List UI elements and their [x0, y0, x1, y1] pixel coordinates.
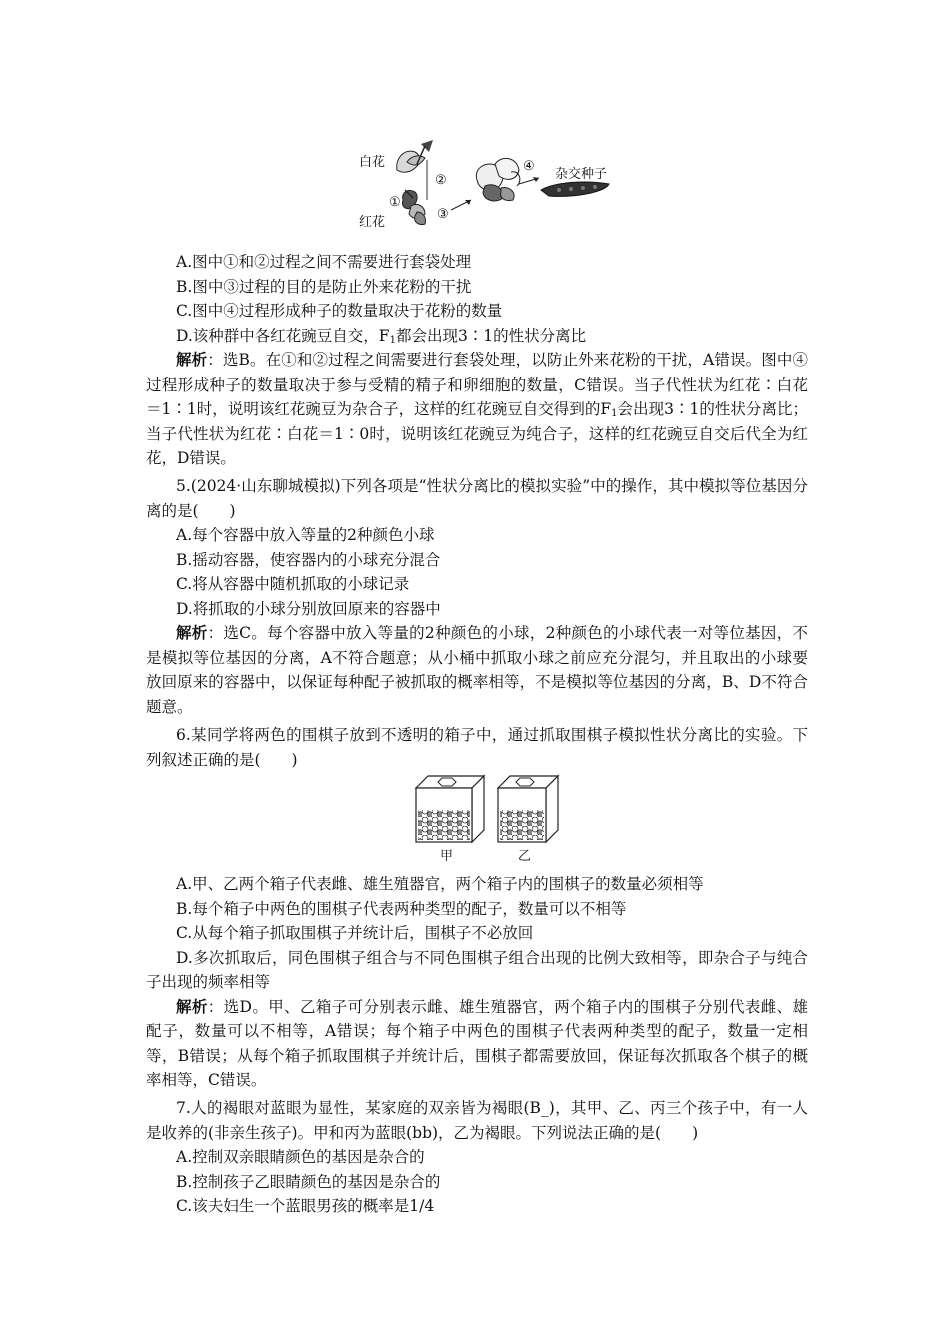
q7-option-c: C.该夫妇生一个蓝眼男孩的概率是1/4 — [176, 1197, 435, 1215]
box-jia-label: 甲 — [440, 849, 454, 864]
red-flower-icon — [402, 190, 425, 225]
q7-option-a: A.控制双亲眼睛颜色的基因是杂合的 — [176, 1148, 425, 1166]
q6-analysis-text: ：选D。甲、乙箱子可分别表示雌、雄生殖器官，两个箱子内的围棋子分别代表雌、雄配子，数量可以不相等，A错误；每个箱子中两色的围棋子代表两种类型的配子，数量一定相等，B错误；从每个箱子抓取围棋子并统计后，围棋子都需要放回，保证每次抓取各个棋子的概率相等，C错误。 — [146, 997, 808, 1089]
pea-pod-icon — [541, 182, 609, 196]
q6-stem: 6.某同学将两色的围棋子放到不透明的箱子中，通过抓取围棋子模拟性状分离比的实验。下列叙述正确的是( ) — [146, 726, 808, 769]
q7-stem: 7.人的褐眼对蓝眼为显性，某家庭的双亲皆为褐眼(B_)，其甲、乙、丙三个孩子中，有一人是收养的(非亲生孩子)。甲和丙为蓝眼(bb)，乙为褐眼。下列说法正确的是( ) — [146, 1099, 808, 1142]
q4-analysis-sub: 1 — [611, 408, 618, 419]
q5-option-c: C.将从容器中随机抓取的小球记录 — [176, 575, 410, 593]
q6-analysis — [146, 995, 808, 1093]
q6-analysis-label: 解析 — [176, 996, 208, 1016]
q7-option-b: B.控制孩子乙眼睛颜色的基因是杂合的 — [176, 1172, 441, 1191]
step-1-label: ① — [389, 195, 401, 210]
q4-option-d-text: D.该种群中各红花豌豆自交，F — [176, 326, 390, 345]
q5-analysis — [146, 621, 808, 719]
step-4-label: ④ — [523, 159, 535, 174]
q4-option-c: C.图中④过程形成种子的数量取决于花粉的数量 — [176, 302, 503, 320]
q4-analysis-text: ：选B。在①和②过程之间需要进行套袋处理，以防止外来花粉的干扰，A错误。图中④过程形成种子的数量取决于参与受精的精子和卵细胞的数量，C错误。当子代性状为红花∶白花＝1∶1时，说明该红花豌豆为杂合子，这样的红花豌豆自交得到的F — [146, 351, 808, 418]
q4-option-a: A.图中①和②过程之间不需要进行套袋处理 — [176, 253, 472, 271]
q6-option-b: B.每个箱子中两色的围棋子代表两种类型的配子，数量可以不相等 — [176, 899, 627, 918]
q4-option-d-sub: 1 — [389, 334, 396, 346]
q5-option-b: B.摇动容器，使容器内的小球充分混合 — [176, 550, 441, 569]
box-jia — [416, 776, 484, 842]
box-yi — [498, 776, 558, 842]
red-flower-label: 红花 — [359, 215, 386, 230]
pollinated-flower-icon — [476, 158, 520, 201]
q5-analysis-text: ：选C。每个容器中放入等量的2种颜色的小球，2种颜色的小球代表一对等位基因，不是模拟等位基因的分离，A不符合题意；从小桶中抓取小球之前应充分混匀，并且取出的小球要放回原来的容器中，以保证每种配子被抓取的概率相等，不是模拟等位基因的分离，B、D不符合题意。 — [146, 624, 808, 716]
q5-stem: 5.(2024·山东聊城模拟)下列各项是“性状分离比的模拟实验”中的操作，其中模拟等位基因分离的是( ) — [146, 477, 808, 520]
step-2-label: ② — [435, 173, 447, 188]
q4-analysis-text-end: 会出现3∶1的性状分离比；当子代性状为红花∶白花＝1∶0时，说明该红花豌豆为纯合子，这样的红花豌豆自交后代全为红花，D错误。 — [146, 400, 808, 467]
q5-option-a: A.每个容器中放入等量的2种颜色小球 — [176, 526, 435, 544]
q5-option-d: D.将抓取的小球分别放回原来的容器中 — [176, 599, 441, 618]
q4-analysis-label: 解析 — [176, 350, 208, 369]
q6-option-d: D.多次抓取后，同色围棋子组合与不同色围棋子组合出现的比例大致相等，即杂合子与纯合子出现的频率相等 — [146, 948, 808, 991]
q4-option-b: B.图中③过程的目的是防止外来花粉的干扰 — [176, 277, 472, 296]
white-flower-label: 白花 — [359, 155, 386, 170]
q6-option-a: A.甲、乙两个箱子代表雌、雄生殖器官，两个箱子内的围棋子的数量必须相等 — [176, 875, 704, 893]
q5-analysis-label: 解析 — [176, 623, 208, 642]
q4-option-d-text-end: 都会出现3∶1的性状分离比 — [395, 326, 587, 345]
white-flower-icon — [397, 140, 433, 172]
go-stone-boxes-diagram — [412, 772, 562, 864]
box-yi-label: 乙 — [518, 849, 532, 864]
q6-option-c: C.从每个箱子抓取围棋子并统计后，围棋子不必放回 — [176, 924, 534, 942]
q4-analysis — [146, 348, 808, 471]
step-3-label: ③ — [437, 207, 449, 222]
q4-option-d — [176, 324, 808, 349]
seed-label: 杂交种子 — [555, 167, 608, 182]
hybridization-diagram — [355, 140, 615, 232]
